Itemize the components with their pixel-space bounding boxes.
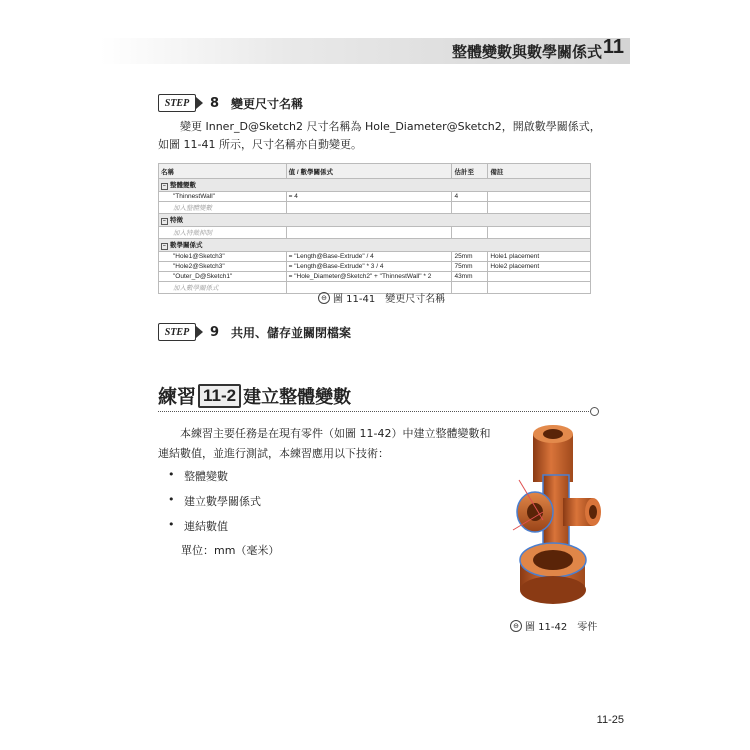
table-cell[interactable]: Hole2 placement bbox=[488, 262, 591, 272]
exercise-label: 練習 bbox=[158, 386, 197, 408]
table-header-row bbox=[159, 164, 591, 179]
exercise-number: 11-2 bbox=[198, 384, 241, 408]
table-header-cell: 值 / 數學關係式 bbox=[286, 164, 452, 179]
step-number: 8 bbox=[210, 95, 220, 111]
step-badge: STEP bbox=[158, 323, 196, 341]
list-item-text: 整體變數 bbox=[184, 470, 228, 483]
table-cell[interactable]: "Hole1@Sketch3" bbox=[159, 252, 287, 262]
paragraph-step8 bbox=[158, 118, 608, 154]
add-placeholder[interactable]: 加入數學關係式 bbox=[159, 282, 287, 294]
table-cell[interactable]: "Hole2@Sketch3" bbox=[159, 262, 287, 272]
step-number: 9 bbox=[210, 324, 220, 340]
collapse-icon[interactable]: − bbox=[161, 183, 168, 190]
caption-text: 圖 11-41 變更尺寸名稱 bbox=[333, 294, 446, 305]
table-cell: 43mm bbox=[452, 272, 488, 282]
paragraph-line: 如圖 11-41 所示，尺寸名稱亦自動變更。 bbox=[158, 138, 362, 151]
table-cell[interactable]: = "Length@Base-Extrude" * 3 / 4 bbox=[286, 262, 452, 272]
add-placeholder[interactable]: 加入特徵抑制 bbox=[159, 227, 287, 239]
step-badge: STEP bbox=[158, 94, 196, 112]
part-illustration bbox=[505, 420, 610, 610]
figure-icon: ⊖ bbox=[510, 620, 522, 632]
step-title: 共用、儲存並關閉檔案 bbox=[231, 325, 352, 340]
table-group-row[interactable] bbox=[159, 179, 591, 192]
exercise-name: 建立整體變數 bbox=[243, 386, 352, 408]
list-item bbox=[168, 518, 228, 534]
paragraph-exercise bbox=[158, 424, 508, 464]
step-8 bbox=[158, 93, 303, 113]
table-cell: 4 bbox=[452, 192, 488, 202]
group-label: 特徵 bbox=[170, 217, 183, 224]
figure-caption-11-42 bbox=[510, 618, 597, 633]
units-note: 單位：mm（毫米） bbox=[181, 544, 280, 557]
table-cell: 25mm bbox=[452, 252, 488, 262]
table-group-row[interactable] bbox=[159, 214, 591, 227]
group-label: 數學關係式 bbox=[170, 242, 203, 249]
collapse-icon[interactable]: − bbox=[161, 218, 168, 225]
divider-end bbox=[590, 407, 599, 416]
chapter-number: 11 bbox=[602, 36, 624, 58]
equations-table bbox=[158, 163, 591, 294]
table-cell: 75mm bbox=[452, 262, 488, 272]
divider bbox=[158, 411, 593, 412]
add-placeholder[interactable]: 加入整體變數 bbox=[159, 202, 287, 214]
list-item bbox=[168, 493, 261, 509]
table-row[interactable] bbox=[159, 202, 591, 214]
figure-icon: ⊖ bbox=[318, 292, 330, 304]
paragraph-line: 本練習主要任務是在現有零件（如圖 11-42）中建立整體變數和 bbox=[180, 427, 491, 440]
table-header-cell: 估計至 bbox=[452, 164, 488, 179]
table-row[interactable] bbox=[159, 272, 591, 282]
bullet-icon: • bbox=[168, 468, 175, 481]
paragraph-line: 變更 Inner_D@Sketch2 尺寸名稱為 Hole_Diameter@Sketch2，開啟數學關係式， bbox=[180, 120, 601, 133]
table-row[interactable] bbox=[159, 252, 591, 262]
table-row[interactable] bbox=[159, 262, 591, 272]
table-cell[interactable]: "ThinnestWall" bbox=[159, 192, 287, 202]
page-number: 11-25 bbox=[596, 714, 624, 726]
table-cell[interactable] bbox=[488, 192, 591, 202]
table-row[interactable] bbox=[159, 227, 591, 239]
collapse-icon[interactable]: − bbox=[161, 243, 168, 250]
table-cell[interactable]: Hole1 placement bbox=[488, 252, 591, 262]
exercise-title bbox=[158, 382, 351, 409]
table-cell[interactable]: = "Length@Base-Extrude" / 4 bbox=[286, 252, 452, 262]
table-header-cell: 備註 bbox=[488, 164, 591, 179]
table-group-row[interactable] bbox=[159, 239, 591, 252]
figure-caption-11-41 bbox=[318, 290, 445, 305]
table-cell[interactable]: "Outer_D@Sketch1" bbox=[159, 272, 287, 282]
paragraph-line: 連結數值，並進行測試，本練習應用以下技術： bbox=[158, 447, 389, 460]
bullet-icon: • bbox=[168, 518, 175, 531]
group-label: 整體變數 bbox=[170, 182, 196, 189]
list-item bbox=[168, 468, 228, 484]
table-cell[interactable] bbox=[488, 272, 591, 282]
list-item-text: 連結數值 bbox=[184, 520, 228, 533]
step-title: 變更尺寸名稱 bbox=[231, 96, 304, 111]
chapter-title: 整體變數與數學關係式 bbox=[451, 43, 602, 61]
list-item-text: 建立數學關係式 bbox=[184, 495, 261, 508]
step-9 bbox=[158, 322, 351, 342]
caption-text: 圖 11-42 零件 bbox=[525, 622, 598, 633]
table-cell[interactable]: = "Hole_Diameter@Sketch2" + "ThinnestWall" * 2 bbox=[286, 272, 452, 282]
table-row[interactable] bbox=[159, 192, 591, 202]
table-cell[interactable]: = 4 bbox=[286, 192, 452, 202]
bullet-icon: • bbox=[168, 493, 175, 506]
table-header-cell: 名稱 bbox=[159, 164, 287, 179]
